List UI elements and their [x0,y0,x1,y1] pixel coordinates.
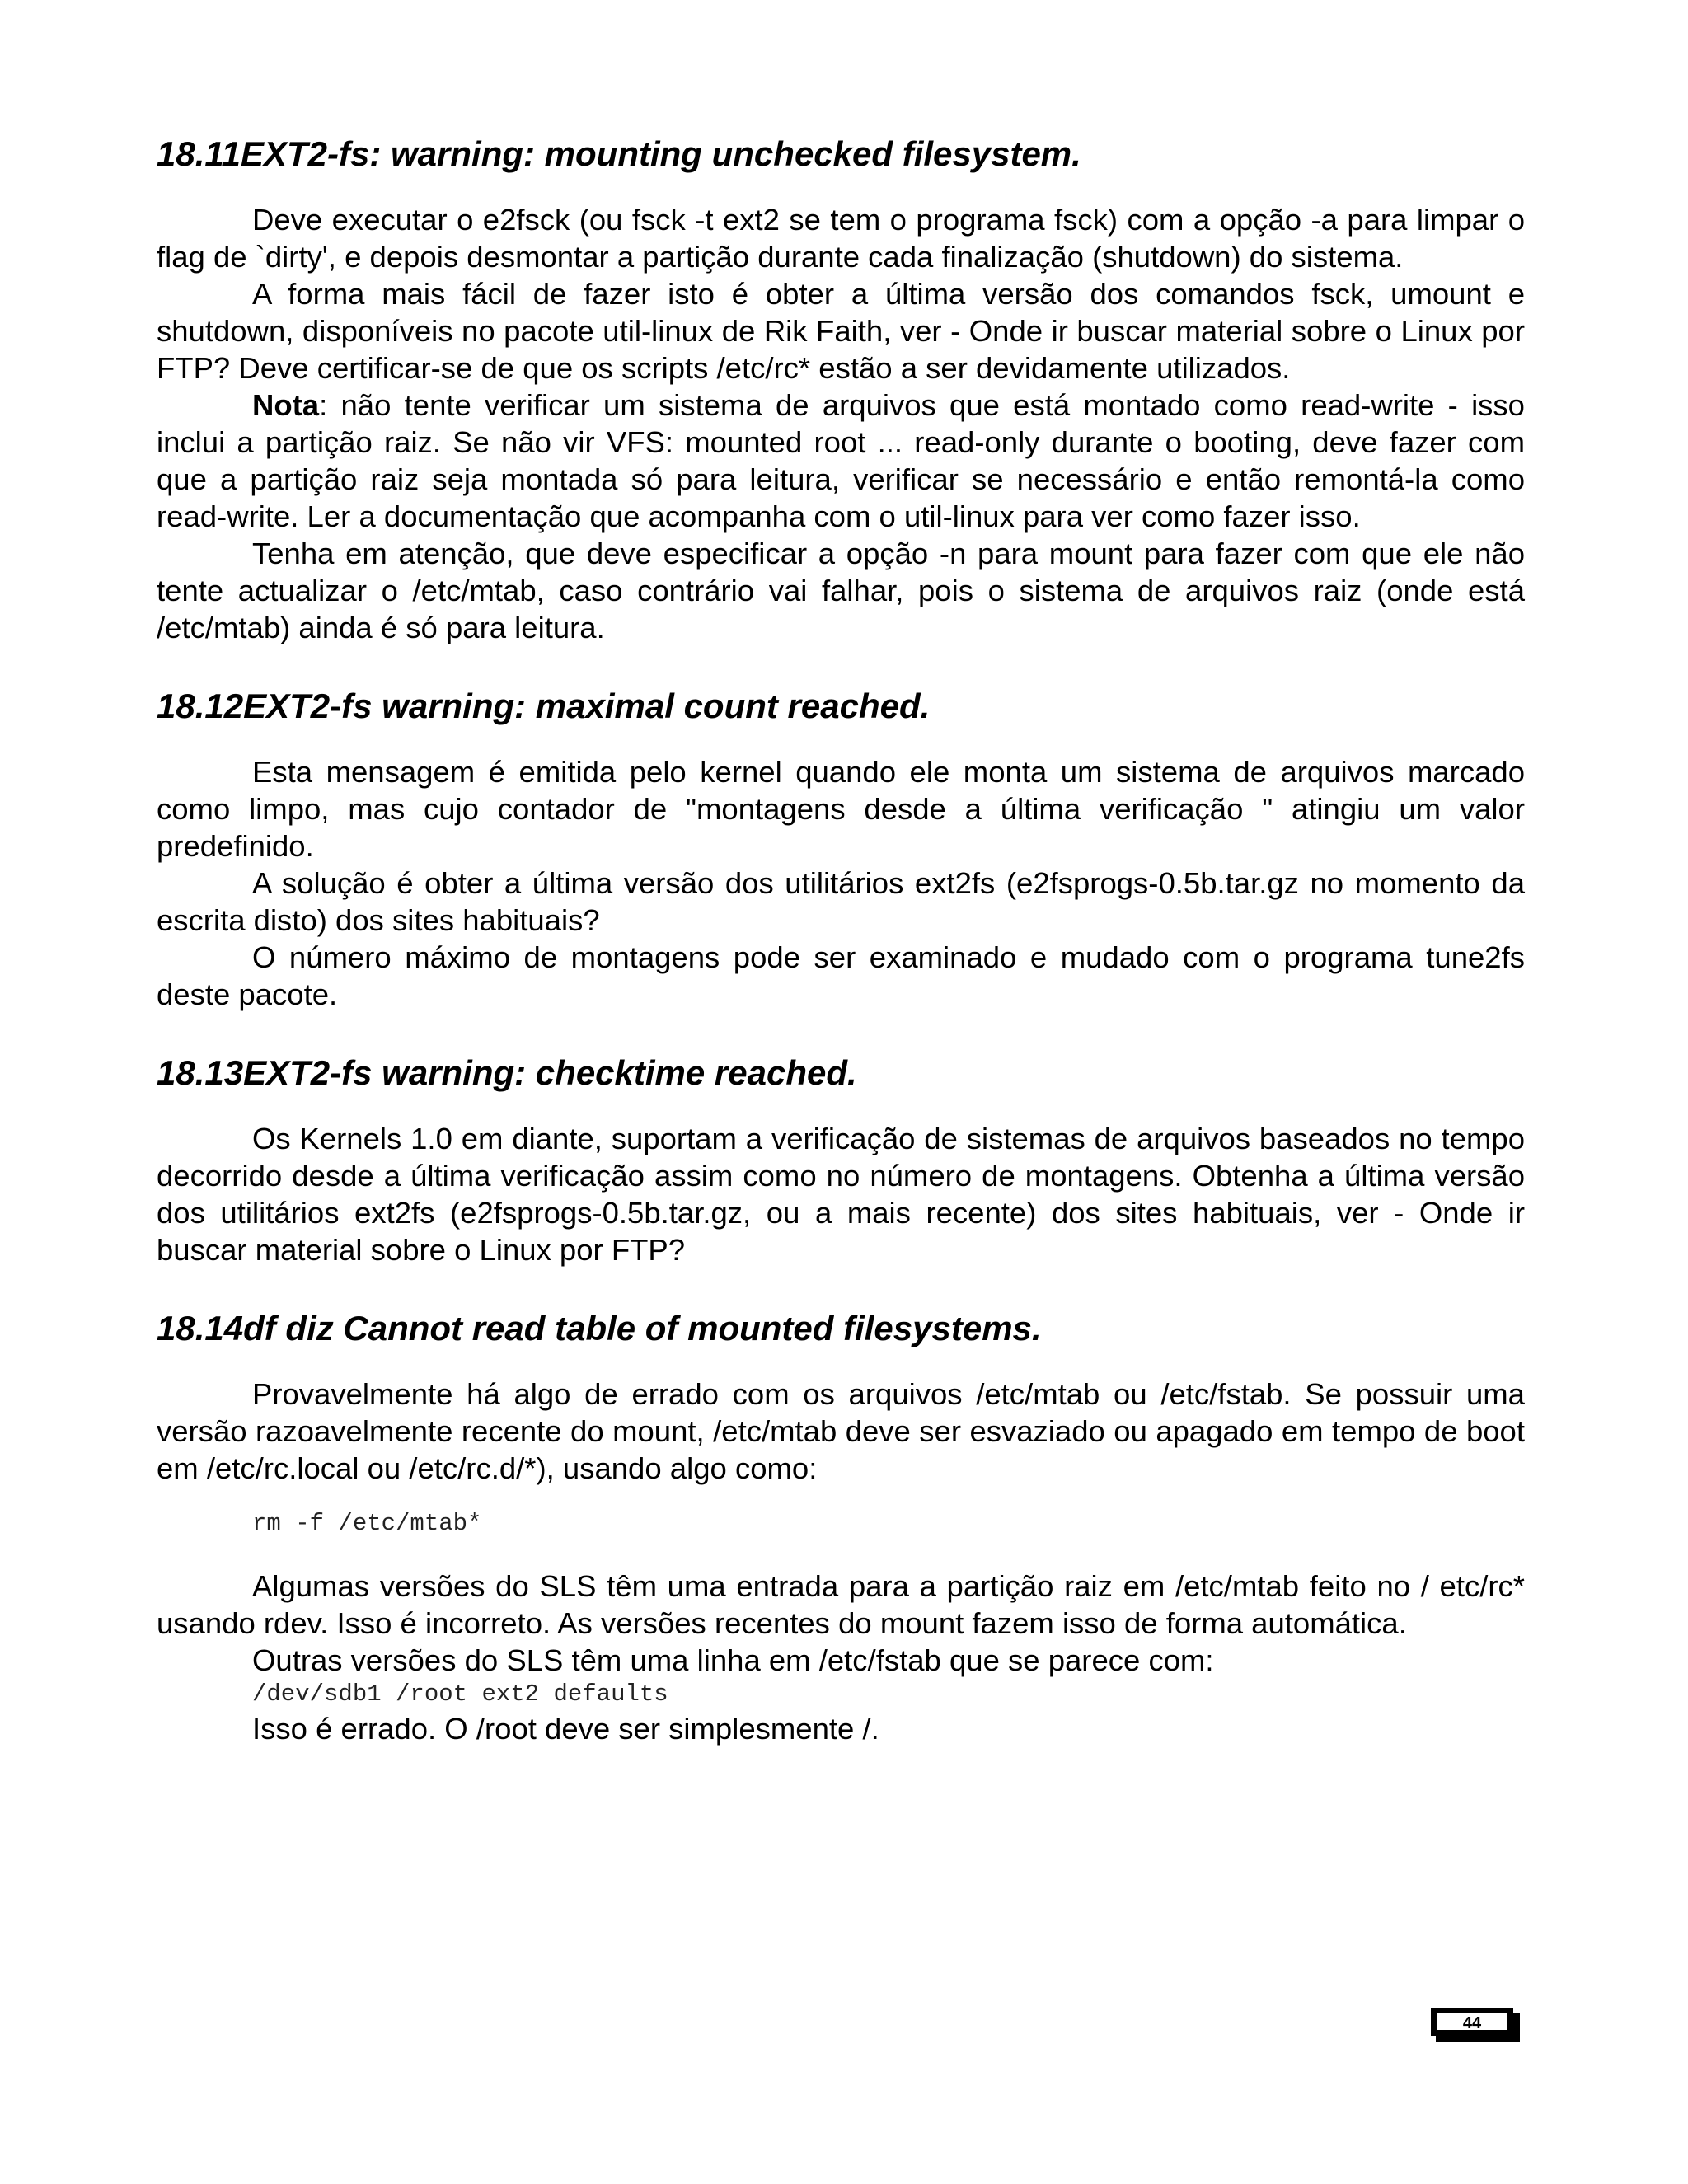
section-heading: 18.12EXT2-fs warning: maximal count reached. [157,687,931,725]
paragraph: Provavelmente há algo de errado com os arquivos /etc/mtab ou /etc/fstab. Se possuir uma versão razoavelmente recente do mount, /etc/mtab deve ser esvaziado ou apagado em tempo de boot em /etc/rc.local ou /etc/rc.d/*), usando algo como: [157,1377,1525,1485]
document-page [157,132,1525,1785]
section-18-11 [157,132,1525,646]
section-heading: 18.14df diz Cannot read table of mounted filesystems. [157,1309,1042,1347]
note-label: Nota [252,388,320,422]
code-snippet: rm -f /etc/mtab* [252,1510,482,1537]
section-18-13 [157,1051,1525,1268]
page-number: 44 [1462,2014,1482,2032]
code-snippet: /dev/sdb1 /root ext2 defaults [252,1680,668,1708]
paragraph: A solução é obter a última versão dos utilitários ext2fs (e2fsprogs-0.5b.tar.gz no momento da escrita disto) dos sites habituais? [157,866,1525,937]
paragraph: Tenha em atenção, que deve especificar a opção -n para mount para fazer com que ele não tente actualizar o /etc/mtab, caso contrário vai falhar, pois o sistema de arquivos raiz (onde está /etc/mtab) ainda é só para leitura. [157,537,1525,644]
paragraph: Algumas versões do SLS têm uma entrada para a partição raiz em /etc/mtab feito no / etc/rc* usando rdev. Isso é incorreto. As versões recentes do mount fazem isso de forma automática. [157,1569,1525,1640]
paragraph: O número máximo de montagens pode ser examinado e mudado com o programa tune2fs deste pacote. [157,940,1525,1011]
section-heading: 18.13EXT2-fs warning: checktime reached. [157,1053,857,1092]
paragraph: Deve executar o e2fsck (ou fsck -t ext2 se tem o programa fsck) com a opção -a para limpar o flag de `dirty', e depois desmontar a partição durante cada finalização (shutdown) do sistema. [157,203,1525,274]
note-paragraph [157,387,1525,535]
paragraph: Os Kernels 1.0 em diante, suportam a verificação de sistemas de arquivos baseados no tempo decorrido desde a última verificação assim como no número de montagens. Obtenha a última versão dos utilitários ext2fs (e2fsprogs-0.5b.tar.gz, ou a mais recente) dos sites habituais, ver - Onde ir buscar material sobre o Linux por FTP? [157,1122,1525,1267]
paragraph: Outras versões do SLS têm uma linha em /etc/fstab que se parece com: [252,1643,1214,1677]
paragraph: Isso é errado. O /root deve ser simplesmente /. [252,1712,879,1746]
section-heading: 18.11EXT2-fs: warning: mounting unchecked filesystem. [157,134,1081,173]
paragraph: A forma mais fácil de fazer isto é obter a última versão dos comandos fsck, umount e shutdown, disponíveis no pacote util-linux de Rik Faith, ver - Onde ir buscar material sobre o Linux por FTP? Deve certificar-se de que os scripts /etc/rc* estão a ser devidamente utilizados. [157,277,1525,385]
note-text: : não tente verificar um sistema de arquivos que está montado como read-write - isso inclui a partição raiz. Se não vir VFS: mounted root ... read-only durante o booting, deve fazer com que a partição raiz seja montada só para leitura, verificar se necessário e então remontá-la como read-write. Ler a documentação que acompanha com o util-linux para ver como fazer isso. [157,388,1525,533]
page-number-box-icon [1431,2008,1520,2042]
page-number-badge [1431,2008,1520,2042]
paragraph: Esta mensagem é emitida pelo kernel quando ele monta um sistema de arquivos marcado como limpo, mas cujo contador de "montagens desde a última verificação " atingiu um valor predefinido. [157,755,1525,863]
section-18-14 [157,1306,1525,1747]
section-18-12 [157,684,1525,1013]
